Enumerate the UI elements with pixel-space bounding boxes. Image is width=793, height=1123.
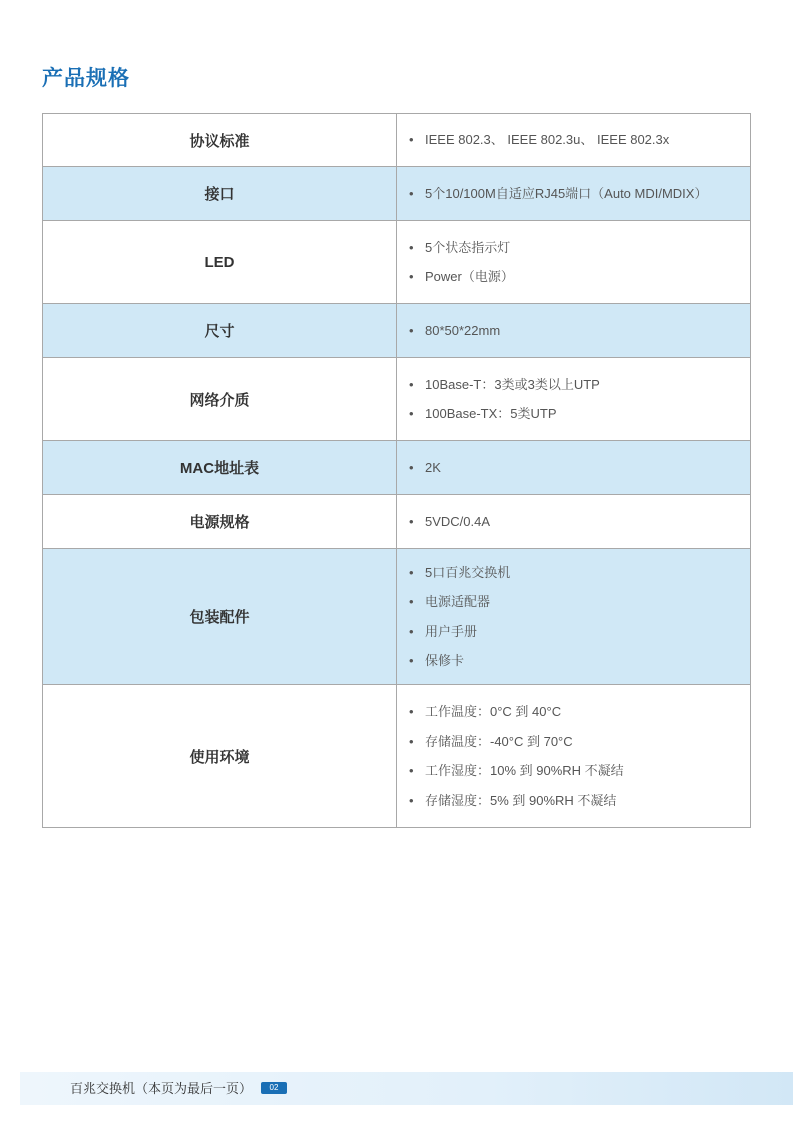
spec-item: • 80*50*22mm: [409, 322, 501, 338]
spec-item: • 2K: [409, 459, 441, 475]
spec-item: • 5口百兆交换机: [409, 564, 511, 580]
spec-label: LED: [43, 221, 397, 304]
spec-row: [43, 495, 751, 549]
spec-item: • 5VDC/0.4A: [409, 513, 491, 529]
spec-label: 使用环境: [43, 685, 397, 828]
spec-row: [43, 441, 751, 495]
spec-item: • 工作温度：0°C 到 40°C: [409, 704, 562, 719]
spec-label: 包装配件: [43, 549, 397, 685]
spec-value: [397, 685, 751, 828]
spec-label: 电源规格: [43, 495, 397, 549]
spec-item: • 10Base-T：3类或3类以上UTP: [409, 376, 600, 392]
spec-value: [397, 114, 751, 167]
spec-label: 尺寸: [43, 304, 397, 358]
spec-row: [43, 114, 751, 167]
spec-label: 接口: [43, 167, 397, 221]
spec-item: • 用户手册: [409, 623, 478, 639]
spec-row: [43, 685, 751, 828]
spec-item: • 5个状态指示灯: [409, 239, 511, 255]
spec-value: [397, 221, 751, 304]
spec-table: [42, 113, 751, 828]
spec-item: • 保修卡: [409, 653, 465, 668]
spec-row: [43, 167, 751, 221]
spec-item: • IEEE 802.3、 IEEE 802.3u、 IEEE 802.3x: [409, 132, 670, 148]
spec-value: [397, 441, 751, 495]
spec-row: [43, 221, 751, 304]
spec-value: [397, 549, 751, 685]
spec-item: • Power（电源）: [409, 269, 514, 284]
spec-value: [397, 495, 751, 549]
page-title: 产品规格: [42, 67, 130, 90]
spec-item: • 5个10/100M自适应RJ45端口（Auto MDI/MDIX）: [409, 185, 708, 201]
spec-value: [397, 304, 751, 358]
spec-label: 网络介质: [43, 358, 397, 441]
spec-item: • 存储湿度：5% 到 90%RH 不凝结: [409, 792, 617, 808]
spec-value: [397, 358, 751, 441]
spec-row: [43, 549, 751, 685]
spec-item: • 电源适配器: [409, 594, 491, 609]
spec-item: • 100Base-TX：5类UTP: [409, 406, 557, 421]
spec-row: [43, 304, 751, 358]
spec-item: • 存储温度：-40°C 到 70°C: [409, 733, 573, 749]
spec-value: [397, 167, 751, 221]
page-number-badge: 02: [261, 1082, 287, 1094]
spec-row: [43, 358, 751, 441]
spec-label: 协议标准: [43, 114, 397, 167]
footer-text: 百兆交换机（本页为最后一页）: [70, 1081, 253, 1096]
spec-item: • 工作湿度：10% 到 90%RH 不凝结: [409, 763, 624, 778]
spec-label: MAC地址表: [43, 441, 397, 495]
